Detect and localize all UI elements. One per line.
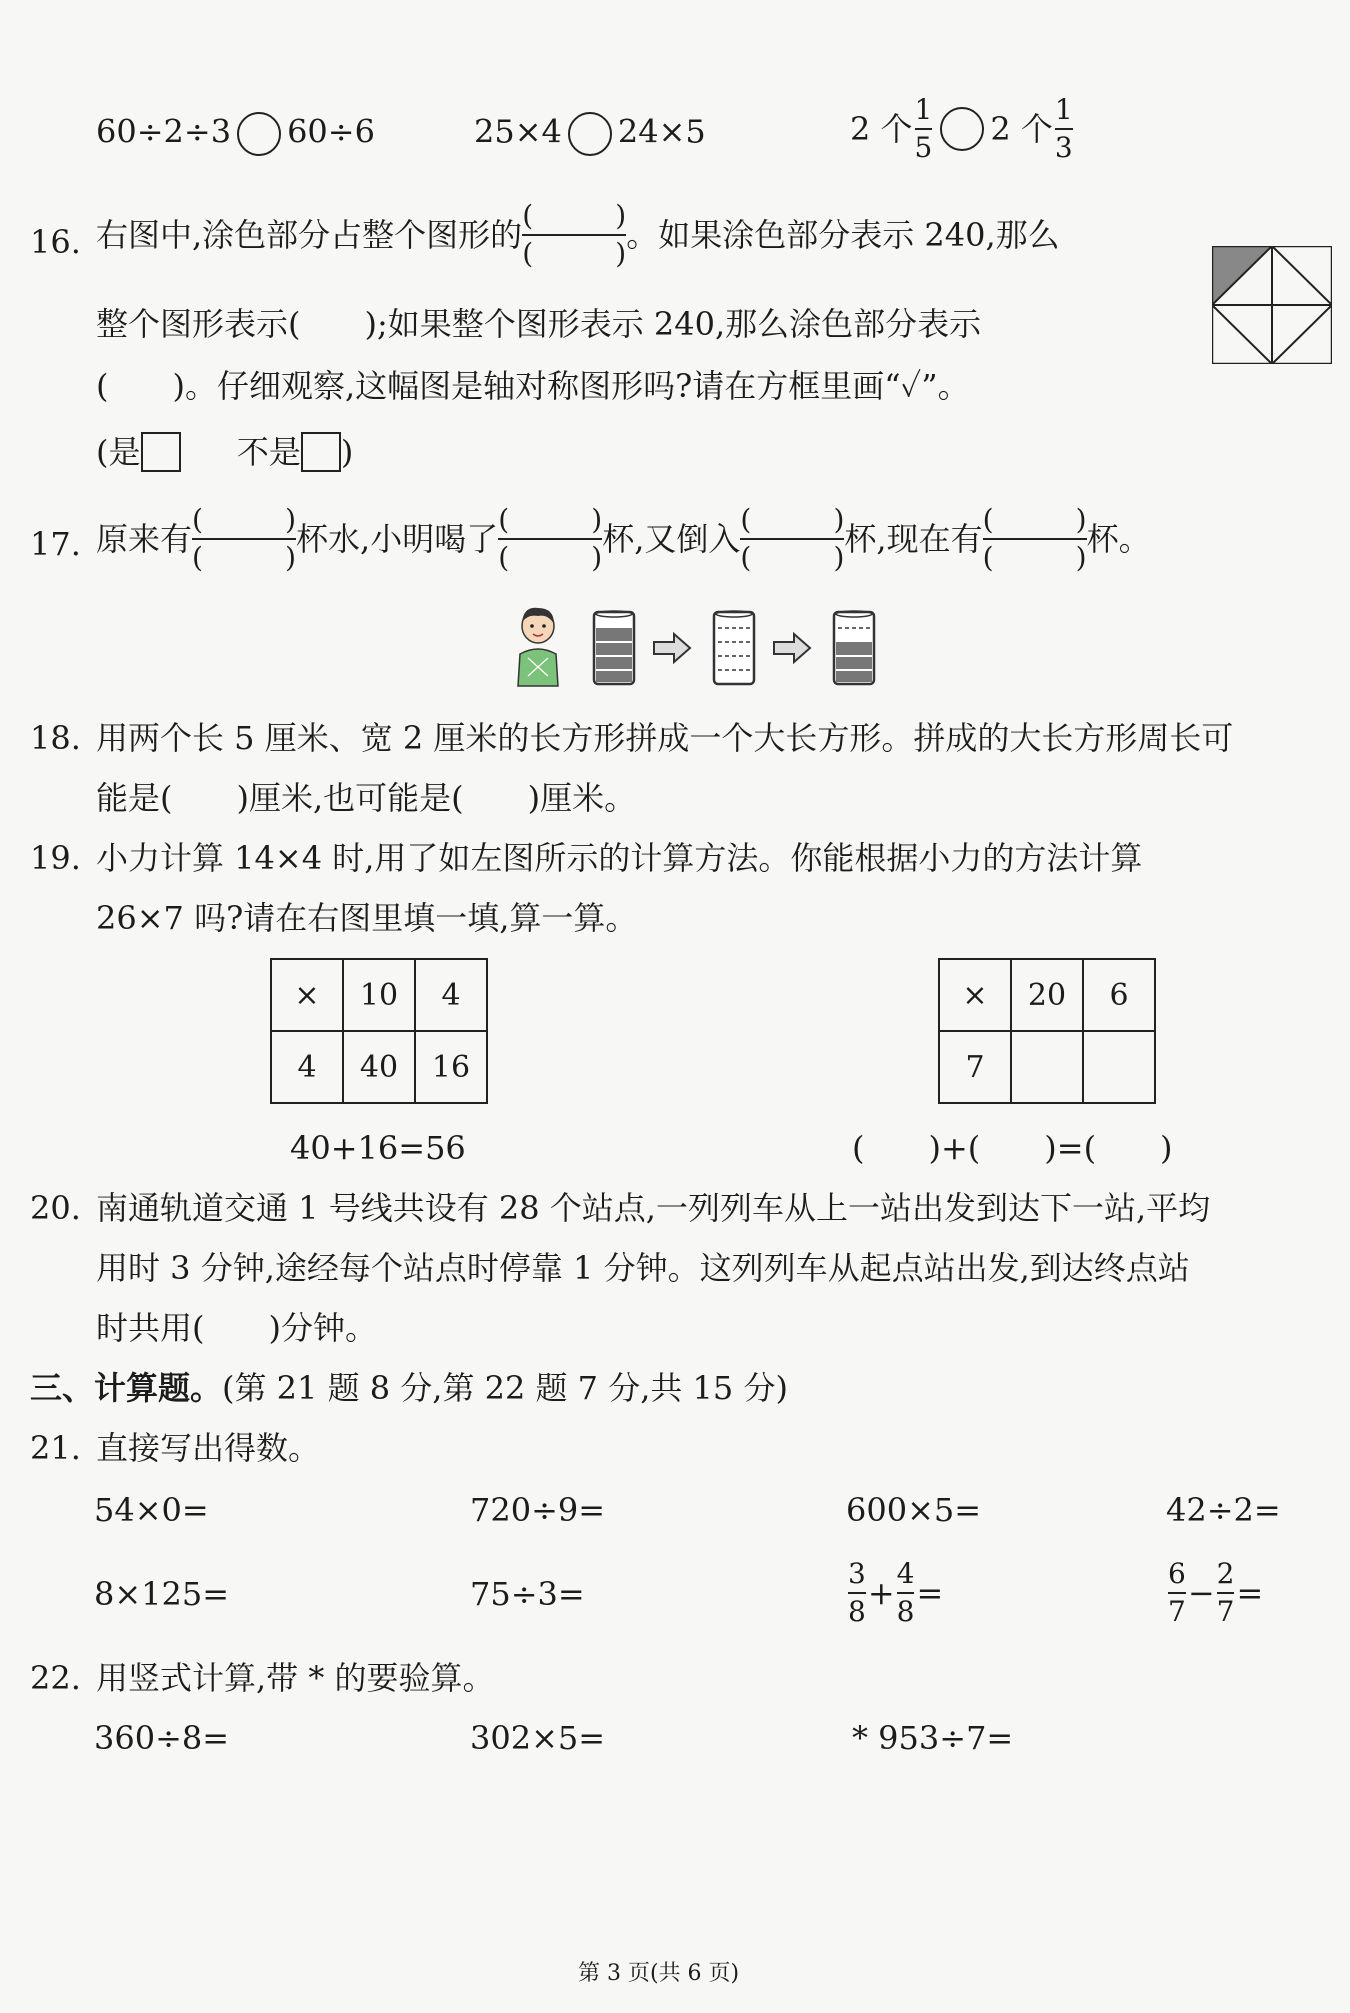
q18-line1: 用两个长 5 厘米、宽 2 厘米的长方形拼成一个大长方形。拼成的大长方形周长可 (96, 719, 1234, 757)
q21-item: 54×0= (94, 1491, 209, 1529)
table-cell: 20 (1011, 959, 1083, 1031)
q16-line1 (96, 199, 1060, 270)
q19-line2: 26×7 吗?请在右图里填一填,算一算。 (96, 899, 638, 937)
table-cell: 4 (271, 1031, 343, 1103)
q18-number: 18. (30, 719, 81, 757)
cup-full-icon (594, 611, 634, 684)
q17-blank-fraction-1[interactable]: ( ) ( ) (192, 503, 297, 574)
compare-item3-mid: 2 个 (990, 110, 1053, 148)
q21-fraction-diff: $\frac{6}{7}$ − $\frac{2}{7}$ = (1168, 1557, 1264, 1628)
table-cell: 4 (415, 959, 487, 1031)
compare-circle-2[interactable] (568, 112, 612, 156)
table-cell-blank[interactable] (1083, 1031, 1155, 1103)
compare-item3-left: 2 个 (850, 110, 913, 148)
section3-note: (第 21 题 8 分,第 22 题 7 分,共 15 分) (222, 1369, 788, 1407)
q16-text1a: 右图中,涂色部分占整个图形的 (96, 216, 523, 254)
q19-left-equation: 40+16=56 (290, 1129, 466, 1167)
compare-item1-right: 60÷6 (287, 112, 375, 151)
fraction-one-fifth: $\frac{1}{5}$ (914, 93, 933, 164)
table-cell: 7 (939, 1031, 1011, 1103)
fraction: $\frac{4}{8}$ (896, 1557, 915, 1628)
q20-line2: 用时 3 分钟,途经每个站点时停靠 1 分钟。这列列车从起点站出发,到达终点站 (96, 1249, 1190, 1287)
section3-title: 三、计算题。 (30, 1369, 223, 1407)
fraction: $\frac{6}{7}$ (1168, 1557, 1186, 1628)
q21-title: 直接写出得数。 (96, 1429, 321, 1467)
q16-figure (1212, 246, 1332, 364)
section3-heading (30, 1369, 788, 1407)
q20-line1: 南通轨道交通 1 号线共设有 28 个站点,一列列车从上一站出发到达下一站,平均 (96, 1189, 1211, 1227)
page-footer: 第 3 页(共 6 页) (578, 1961, 740, 1986)
q20-line3: 时共用( )分钟。 (96, 1309, 377, 1347)
q22-title: 用竖式计算,带 * 的要验算。 (96, 1659, 495, 1697)
fraction-one-third: $\frac{1}{3}$ (1054, 93, 1073, 164)
q19-number: 19. (30, 839, 81, 877)
q19-right-equation[interactable]: ( )+( )=( ) (852, 1129, 1173, 1167)
q17-line (96, 503, 1151, 574)
q16-blank-fraction[interactable]: ( ) ( ) (522, 199, 627, 270)
q21-fraction-sum: $\frac{3}{8}$ + $\frac{4}{8}$ = (848, 1557, 944, 1628)
q20-number: 20. (30, 1189, 81, 1227)
q17-blank-fraction-4[interactable]: ( ) ( ) (982, 503, 1087, 574)
q19-line1: 小力计算 14×4 时,用了如左图所示的计算方法。你能根据小力的方法计算 (96, 839, 1143, 877)
q17-text4: 杯,现在有 (844, 520, 983, 558)
table-cell: 16 (415, 1031, 487, 1103)
q17-text1: 原来有 (96, 520, 193, 558)
q16-line2: 整个图形表示( );如果整个图形表示 240,那么涂色部分表示 (96, 305, 982, 343)
compare-item2-right: 24×5 (617, 112, 706, 151)
table-cell: × (271, 959, 343, 1031)
q21-item: 720÷9= (470, 1491, 606, 1529)
q17-text2: 杯水,小明喝了 (296, 520, 499, 558)
table-cell: 6 (1083, 959, 1155, 1031)
q22-item: * 953÷7= (852, 1719, 1014, 1757)
q21-item: 75÷3= (470, 1575, 585, 1613)
q17-text3: 杯,又倒入 (602, 520, 741, 558)
q16-number: 16. (30, 223, 81, 261)
compare-circle-1[interactable] (237, 112, 281, 156)
boy-icon (518, 608, 558, 686)
q21-number: 21. (30, 1429, 81, 1467)
compare-item2 (474, 112, 706, 156)
q16-yes-checkbox[interactable] (141, 432, 181, 472)
q17-blank-fraction-2[interactable]: ( ) ( ) (498, 503, 603, 574)
q16-answer-boxes (96, 432, 353, 472)
q21-item: 8×125= (94, 1575, 230, 1613)
q17-illustration (514, 606, 914, 688)
compare-item1-left: 60÷2÷3 (96, 112, 232, 151)
compare-row (96, 112, 375, 156)
table-cell: × (939, 959, 1011, 1031)
arrow-right-icon (654, 634, 690, 662)
q21-item: 42÷2= (1166, 1491, 1281, 1529)
q17-blank-fraction-3[interactable]: ( ) ( ) (740, 503, 845, 574)
fraction: $\frac{3}{8}$ (848, 1557, 866, 1628)
q16-no-label: 不是 (236, 433, 301, 471)
table-cell: 10 (343, 959, 415, 1031)
q19-right-table (938, 958, 1156, 1104)
q18-line2: 能是( )厘米,也可能是( )厘米。 (96, 779, 637, 817)
q21-item: 600×5= (846, 1491, 982, 1529)
table-cell: 40 (343, 1031, 415, 1103)
q22-item: 302×5= (470, 1719, 606, 1757)
q16-text1b: 。如果涂色部分表示 240,那么 (626, 216, 1060, 254)
arrow-right-icon-2 (774, 634, 810, 662)
q16-close-paren: ) (340, 433, 354, 471)
fraction: $\frac{2}{7}$ (1216, 1557, 1235, 1628)
q16-line3: ( )。仔细观察,这幅图是轴对称图形吗?请在方框里画“✓”。 (96, 367, 970, 405)
q22-item: 360÷8= (94, 1719, 230, 1757)
q17-number: 17. (30, 525, 81, 563)
q16-yes-label: (是 (96, 433, 141, 471)
compare-circle-3[interactable] (940, 107, 984, 151)
q22-number: 22. (30, 1659, 81, 1697)
table-cell-blank[interactable] (1011, 1031, 1083, 1103)
compare-item3 (850, 93, 1075, 164)
q19-left-table (270, 958, 488, 1104)
cup-half-icon (834, 611, 874, 684)
q16-no-checkbox[interactable] (301, 432, 341, 472)
compare-item2-left: 25×4 (474, 112, 562, 151)
cup-empty-icon (714, 611, 754, 684)
q17-text5: 杯。 (1086, 520, 1151, 558)
